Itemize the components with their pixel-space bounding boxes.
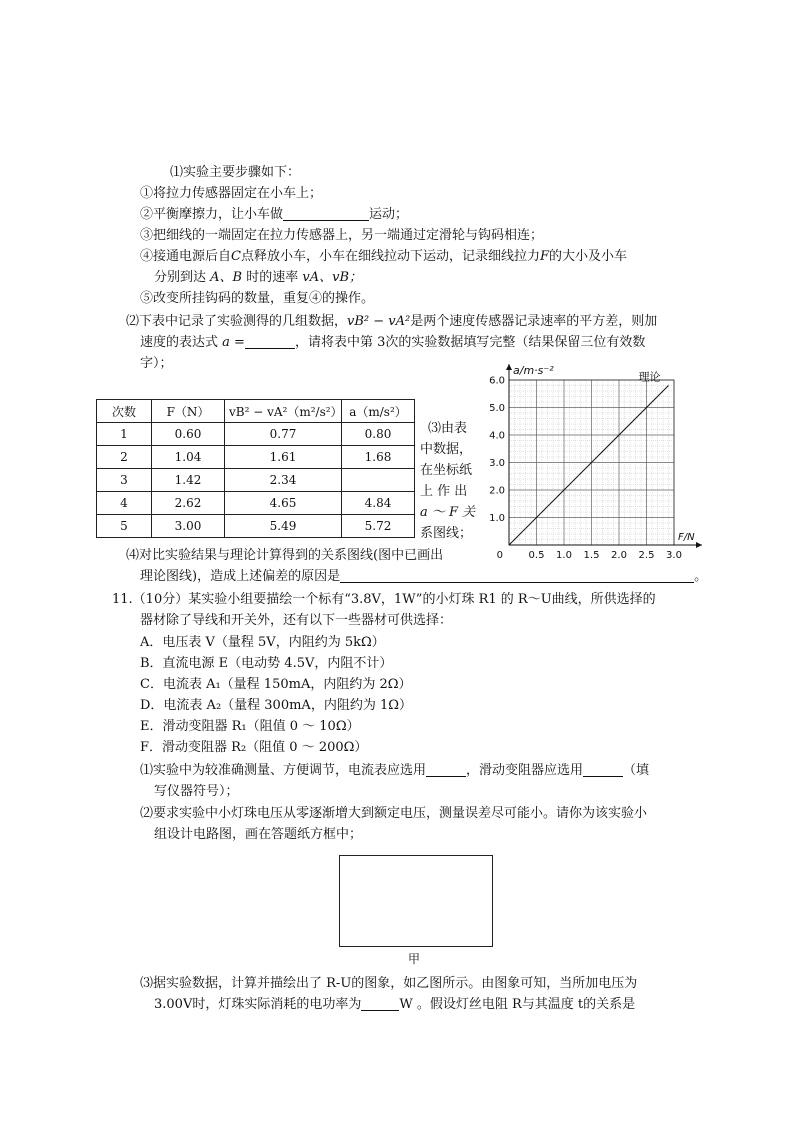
origin-label: 0	[496, 550, 503, 561]
table-header: vB² − vA²（m²/s²）	[225, 400, 342, 423]
part2-line1: ⑵下表中记录了实验测得的几组数据，vB² − vA²是两个速度传感器记录速率的平方差，则加	[126, 314, 658, 329]
circuit-answer-box[interactable]	[339, 855, 493, 947]
option-b: B．直流电源 E（电动势 4.5V，内阻不计）	[140, 656, 393, 671]
table-cell: 5.72	[342, 515, 415, 538]
table-cell: 5	[97, 515, 152, 538]
answer-blank-deviation-reason[interactable]	[340, 568, 694, 583]
table-cell: 2.62	[152, 492, 225, 515]
option-a: A．电压表 V（量程 5V，内阻约为 5kΩ）	[140, 635, 385, 650]
series-line-theory	[509, 386, 669, 546]
q11-sub2: ⑵要求实验中小灯珠电压从零逐渐增大到额定电压，测量误差尽可能小。请你为该实验小	[140, 806, 648, 821]
table-cell: 1.61	[225, 446, 342, 469]
table-row	[97, 423, 415, 446]
table-header: a（m/s²）	[342, 400, 415, 423]
table-cell: 2	[97, 446, 152, 469]
answer-blank-motion[interactable]	[283, 206, 369, 221]
q11-sub1: ⑴实验中为较准确测量、方便调节，电流表应选用 ，滑动变阻器应选用 （填	[140, 763, 650, 778]
q11-sub1-cont: 写仪器符号）；	[154, 784, 239, 799]
x-tick-label: 1.0	[556, 550, 572, 561]
step-4: ④接通电源后自C点释放小车，小车在细线拉动下运动，记录细线拉力F的大小及小车	[140, 249, 628, 264]
table-cell: 3	[97, 469, 152, 492]
x-tick-label: 1.5	[583, 550, 600, 561]
part4-line1: ⑷对比实验结果与理论计算得到的关系图线(图中已画出	[126, 548, 444, 563]
q11-line1: 11.（10分）某实验小组要描绘一个标有“3.8V，1W”的小灯珠 R1 的 R～U曲线，所供选择的	[112, 592, 656, 607]
x-tick-label: 0.5	[528, 550, 545, 561]
x-tick-label: 2.0	[611, 550, 627, 561]
q11-line2: 器材除了导线和开关外，还有以下一些器材可供选择：	[140, 613, 453, 628]
part3-line: 在坐标纸	[420, 463, 473, 478]
x-axis-arrow	[696, 542, 702, 548]
table-cell: 1.04	[152, 446, 225, 469]
answer-cell-row3[interactable]	[342, 469, 415, 492]
y-tick-label: 1.0	[489, 513, 505, 524]
option-c: C．电流表 A₁（量程 150mA，内阻约为 2Ω）	[140, 677, 412, 692]
step-2: ②平衡摩擦力，让小车做 运动；	[140, 207, 409, 222]
part2-line2: 速度的表达式 a = ，请将表中第 3次的实验数据填写完整（结果保留三位有效数	[140, 335, 646, 350]
table-cell: 0.77	[225, 423, 342, 446]
table-cell: 4.65	[225, 492, 342, 515]
step-3: ③把细线的一端固定在拉力传感器上，另一端通过定滑轮与钩码相连；	[140, 228, 544, 243]
x-tick-label: 3.0	[666, 550, 682, 561]
x-tick-label: 2.5	[638, 550, 655, 561]
table-row	[97, 469, 415, 492]
answer-blank-ammeter[interactable]	[426, 762, 466, 777]
table-row	[97, 515, 415, 538]
table-cell: 2.34	[225, 469, 342, 492]
step-4-cont: 分别到达 A、B 时的速率 vA、vB；	[154, 270, 363, 285]
y-tick-label: 6.0	[489, 375, 505, 387]
y-axis-arrow	[506, 364, 512, 370]
table-cell: 0.60	[152, 423, 225, 446]
option-f: F．滑动变阻器 R₂（阻值 0 ～ 200Ω）	[140, 740, 368, 755]
q11-sub3: ⑶据实验数据，计算并描绘出了 R-U的图象，如乙图所示。由图象可知，当所加电压为	[140, 976, 638, 991]
part3-line: a ～ F 关	[420, 505, 476, 520]
a-f-graph	[478, 358, 714, 566]
table-header-row	[97, 400, 415, 423]
step-5: ⑤改变所挂钩码的数量，重复④的操作。	[140, 291, 375, 306]
x-axis-label: F/N	[678, 532, 695, 543]
part3-line: ⑶由表	[428, 421, 468, 436]
answer-blank-rheostat[interactable]	[583, 762, 623, 777]
y-tick-label: 2.0	[489, 485, 505, 497]
part3-line: 上 作 出	[420, 484, 468, 499]
table-cell: 1.68	[342, 446, 415, 469]
y-axis-label: a/m·s⁻²	[513, 364, 554, 377]
table-cell: 3.00	[152, 515, 225, 538]
answer-blank-accel-expr[interactable]	[245, 334, 295, 349]
q11-sub3-cont: 3.00V时，灯珠实际消耗的电功率为 W 。假设灯丝电阻 R与其温度 t的关系是	[154, 997, 636, 1012]
table-cell: 4.84	[342, 492, 415, 515]
y-tick-label: 3.0	[489, 458, 505, 469]
q11-sub2-cont: 组设计电路图，画在答题纸方框中；	[154, 827, 363, 842]
answer-blank-power[interactable]	[361, 996, 399, 1011]
table-row	[97, 446, 415, 469]
table-cell: 1	[97, 423, 152, 446]
table-header: F（N）	[152, 400, 225, 423]
table-header: 次数	[97, 400, 152, 423]
table-cell: 0.80	[342, 423, 415, 446]
option-d: D．电流表 A₂（量程 300mA，内阻约为 1Ω）	[140, 698, 412, 713]
table-row	[97, 492, 415, 515]
step-1: ①将拉力传感器固定在小车上；	[140, 186, 323, 201]
step-heading: ⑴实验主要步骤如下：	[170, 165, 301, 180]
part2-line3: 字）；	[140, 356, 173, 371]
table-cell: 4	[97, 492, 152, 515]
table-cell: 5.49	[225, 515, 342, 538]
y-tick-label: 4.0	[489, 430, 505, 442]
option-e: E．滑动变阻器 R₁（阻值 0 ～ 10Ω）	[140, 719, 360, 734]
part4-line2: 理论图线)，造成上述偏差的原因是 。	[140, 569, 708, 584]
part3-line: 系图线；	[420, 526, 473, 541]
part3-line: 中数据，	[420, 442, 473, 457]
y-tick-label: 5.0	[489, 403, 505, 414]
table-cell: 1.42	[152, 469, 225, 492]
series-label: 理论	[638, 370, 661, 384]
data-table	[96, 399, 415, 538]
box-label: 甲	[408, 952, 421, 966]
